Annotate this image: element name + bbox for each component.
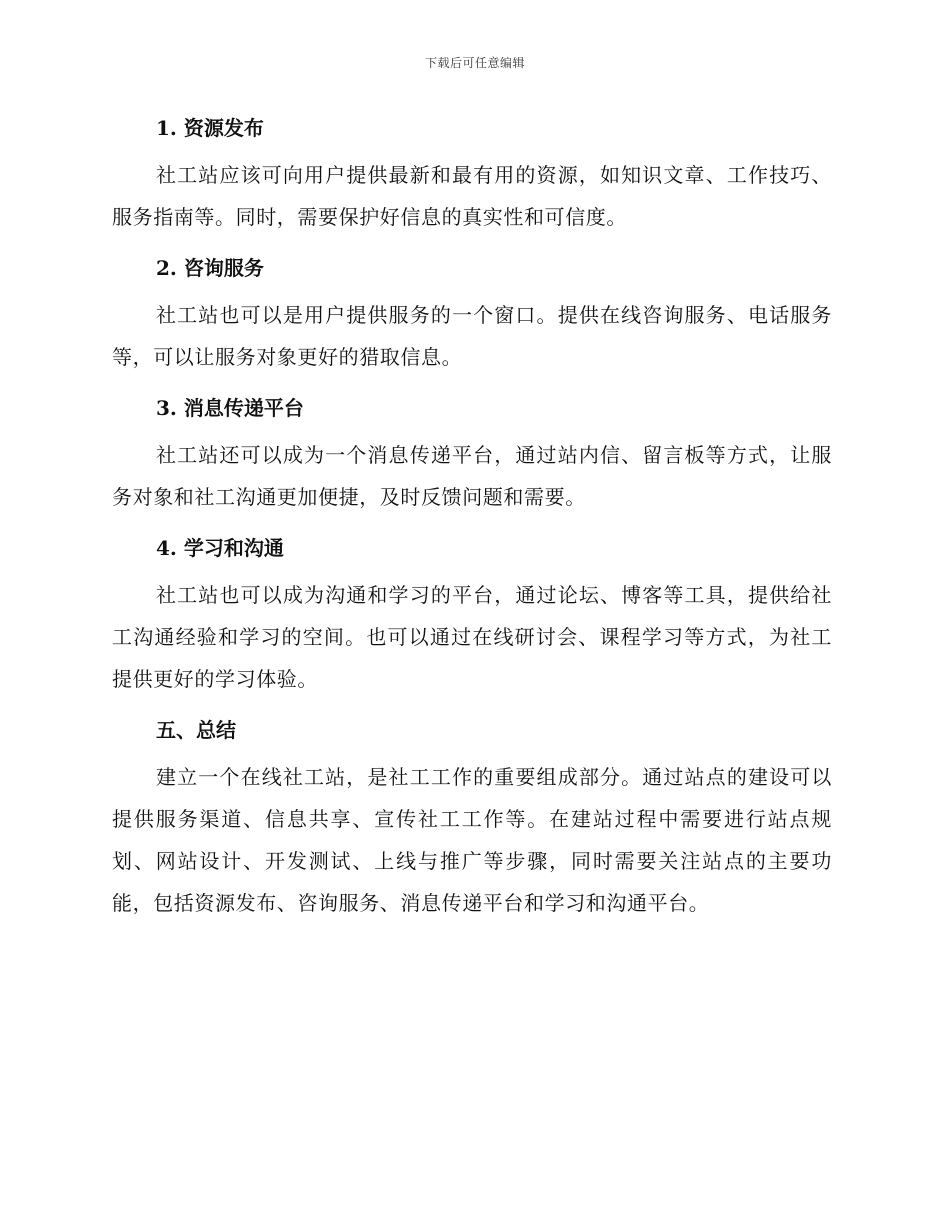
section-paragraph: 社工站也可以是用户提供服务的一个窗口。提供在线咨询服务、电话服务等，可以让服务对象更好的猎取信息。 [112,303,832,369]
page-header: 下载后可任意编辑 [424,56,525,70]
section-heading: 3. 消息传递平台 [156,396,304,420]
section-heading: 4. 学习和沟通 [156,536,284,560]
section-heading: 2. 咨询服务 [156,256,264,280]
section-resource-publishing [112,108,832,238]
section-consulting-service [112,248,832,378]
section-paragraph: 建立一个在线社工站，是社工工作的重要组成部分。通过站点的建设可以提供服务渠道、信息共享、宣传社工工作等。在建站过程中需要进行站点规划、网站设计、开发测试、上线与推广等步骤，同时需要关注站点的主要功能，包括资源发布、咨询服务、消息传递平台和学习和沟通平台。 [112,765,832,915]
section-paragraph: 社工站应该可向用户提供最新和最有用的资源，如知识文章、工作技巧、服务指南等。同时，需要保护好信息的真实性和可信度。 [112,163,832,229]
section-heading: 1. 资源发布 [156,116,264,140]
document-content [112,108,832,934]
section-paragraph: 社工站也可以成为沟通和学习的平台，通过论坛、博客等工具，提供给社工沟通经验和学习的空间。也可以通过在线研讨会、课程学习等方式，为社工提供更好的学习体验。 [112,583,832,691]
section-paragraph: 社工站还可以成为一个消息传递平台，通过站内信、留言板等方式，让服务对象和社工沟通更加便捷，及时反馈问题和需要。 [112,443,832,509]
section-messaging-platform [112,388,832,518]
section-summary [112,710,832,924]
section-learning-communication [112,528,832,700]
section-heading: 五、总结 [156,718,236,742]
